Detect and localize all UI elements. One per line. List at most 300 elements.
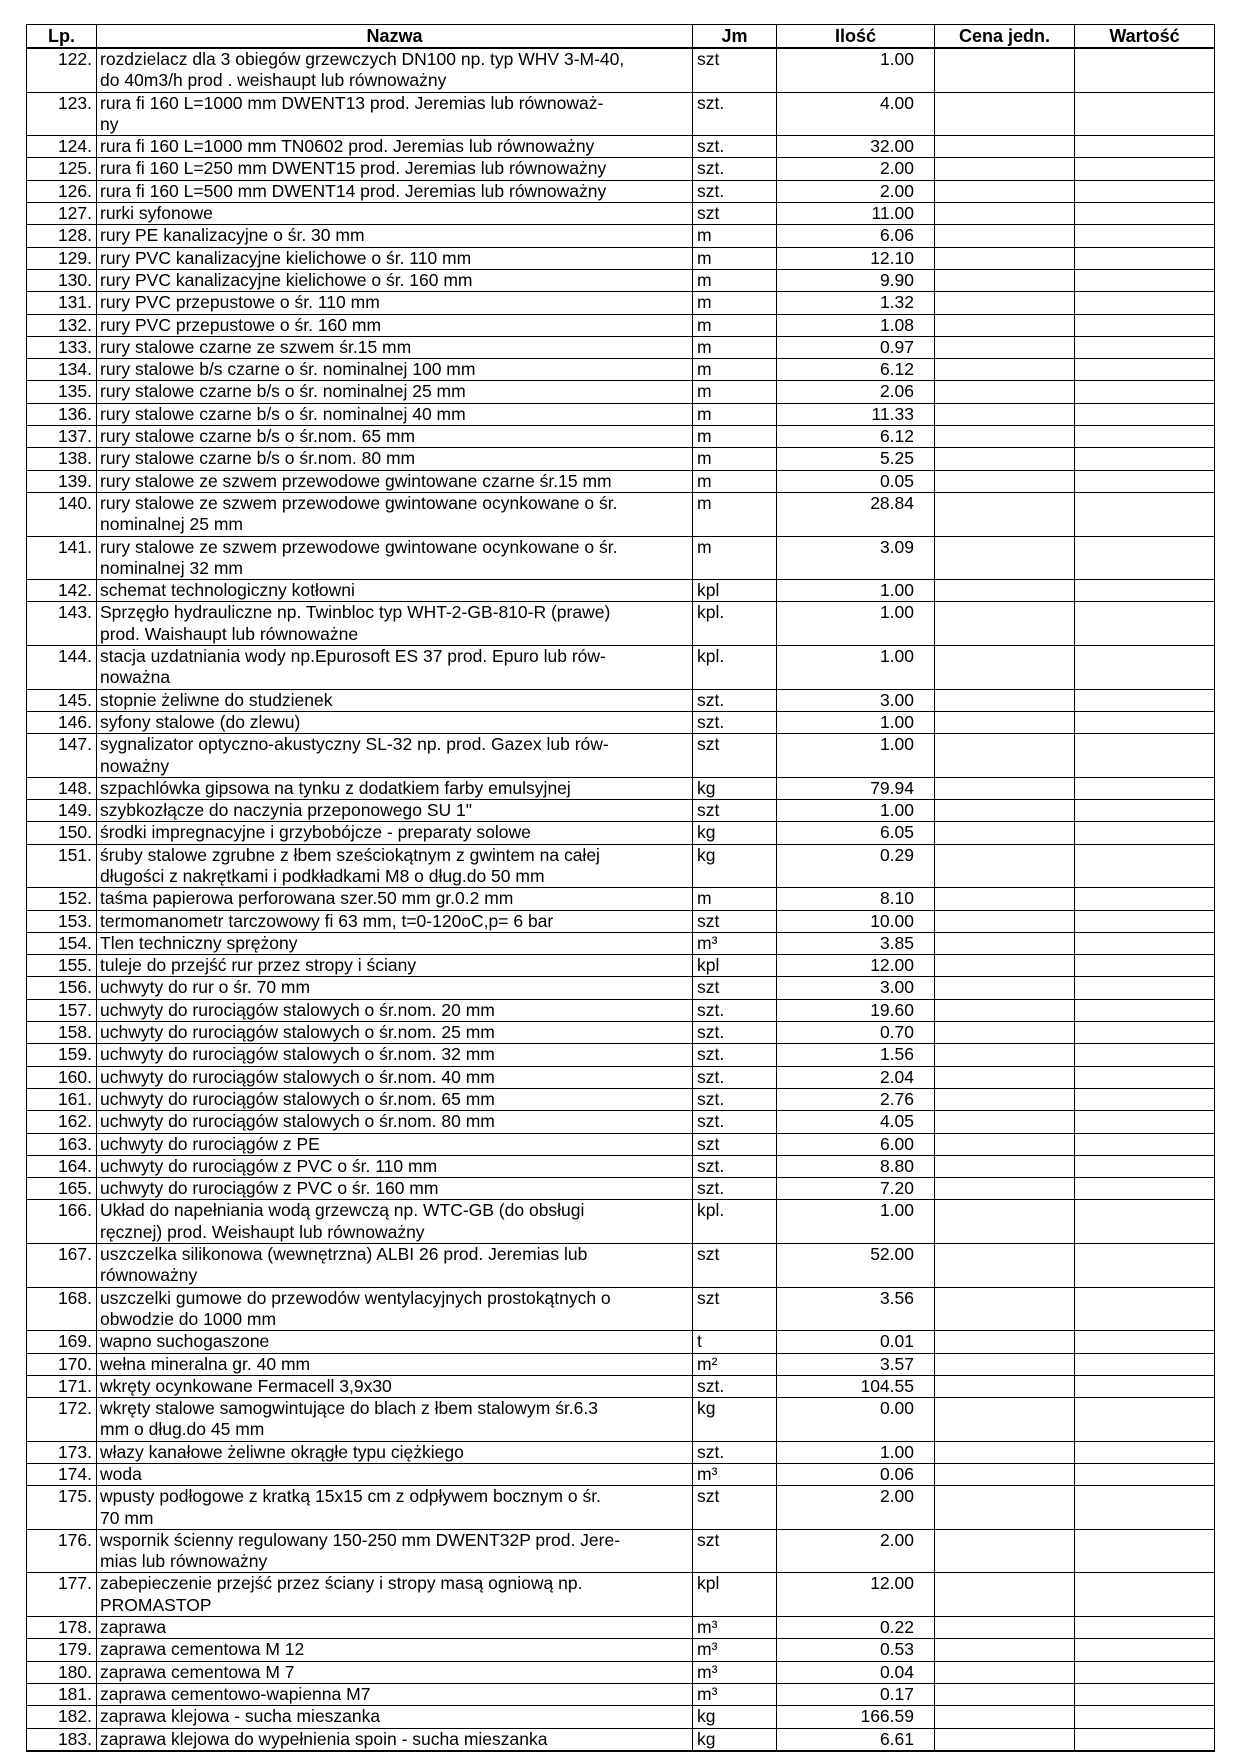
item-unit-price bbox=[935, 225, 1075, 247]
item-quantity: 2.06 bbox=[777, 381, 935, 403]
item-value bbox=[1075, 1088, 1215, 1110]
item-value bbox=[1075, 1617, 1215, 1639]
item-name: rury stalowe ze szwem przewodowe gwintowane ocynkowane o śr. nominalnej 25 mm bbox=[97, 492, 693, 536]
item-name: wkręty ocynkowane Fermacell 3,9x30 bbox=[97, 1375, 693, 1397]
table-row bbox=[27, 314, 1215, 336]
item-quantity: 8.10 bbox=[777, 888, 935, 910]
item-quantity: 4.05 bbox=[777, 1111, 935, 1133]
item-unit-price bbox=[935, 1639, 1075, 1661]
item-unit: kpl bbox=[693, 580, 777, 602]
item-quantity: 1.00 bbox=[777, 1200, 935, 1244]
item-unit-price bbox=[935, 1728, 1075, 1751]
item-value bbox=[1075, 999, 1215, 1021]
item-quantity: 0.29 bbox=[777, 844, 935, 888]
item-value bbox=[1075, 1573, 1215, 1617]
item-quantity: 1.00 bbox=[777, 602, 935, 646]
item-value bbox=[1075, 580, 1215, 602]
item-name: rury stalowe czarne b/s o śr. nominalnej 40 mm bbox=[97, 403, 693, 425]
header-name: Nazwa bbox=[97, 25, 693, 49]
item-unit: szt bbox=[693, 910, 777, 932]
row-number: 127. bbox=[27, 203, 97, 225]
item-unit: m bbox=[693, 888, 777, 910]
item-name: tuleje do przejść rur przez stropy i ściany bbox=[97, 955, 693, 977]
item-name: wspornik ścienny regulowany 150-250 mm DWENT32P prod. Jere- mias lub równoważny bbox=[97, 1529, 693, 1573]
table-row bbox=[27, 1155, 1215, 1177]
item-unit: kg bbox=[693, 777, 777, 799]
item-unit-price bbox=[935, 910, 1075, 932]
table-body bbox=[27, 48, 1215, 1751]
item-unit: m bbox=[693, 225, 777, 247]
item-quantity: 12.00 bbox=[777, 1573, 935, 1617]
table-row bbox=[27, 1398, 1215, 1442]
item-quantity: 52.00 bbox=[777, 1244, 935, 1288]
table-row bbox=[27, 646, 1215, 690]
item-quantity: 1.08 bbox=[777, 314, 935, 336]
row-number: 152. bbox=[27, 888, 97, 910]
table-row bbox=[27, 269, 1215, 291]
item-name: wapno suchogaszone bbox=[97, 1331, 693, 1353]
item-unit: szt. bbox=[693, 1044, 777, 1066]
table-row bbox=[27, 1044, 1215, 1066]
item-name: zaprawa cementowa M 12 bbox=[97, 1639, 693, 1661]
item-value bbox=[1075, 1287, 1215, 1331]
item-unit-price bbox=[935, 1441, 1075, 1463]
item-value bbox=[1075, 1661, 1215, 1683]
item-value bbox=[1075, 646, 1215, 690]
item-value bbox=[1075, 1441, 1215, 1463]
row-number: 140. bbox=[27, 492, 97, 536]
item-quantity: 10.00 bbox=[777, 910, 935, 932]
item-quantity: 1.00 bbox=[777, 48, 935, 92]
table-row bbox=[27, 580, 1215, 602]
row-number: 160. bbox=[27, 1066, 97, 1088]
item-quantity: 1.00 bbox=[777, 734, 935, 778]
item-unit: szt bbox=[693, 1133, 777, 1155]
item-unit: m² bbox=[693, 1353, 777, 1375]
item-value bbox=[1075, 734, 1215, 778]
row-number: 174. bbox=[27, 1464, 97, 1486]
item-unit: m³ bbox=[693, 1617, 777, 1639]
item-name: uchwyty do rurociągów z PVC o śr. 110 mm bbox=[97, 1155, 693, 1177]
row-number: 133. bbox=[27, 336, 97, 358]
item-unit: szt bbox=[693, 1486, 777, 1530]
item-value bbox=[1075, 470, 1215, 492]
item-quantity: 9.90 bbox=[777, 269, 935, 291]
item-value bbox=[1075, 1331, 1215, 1353]
table-row bbox=[27, 844, 1215, 888]
item-unit: kpl. bbox=[693, 602, 777, 646]
item-unit-price bbox=[935, 777, 1075, 799]
table-row bbox=[27, 910, 1215, 932]
item-value bbox=[1075, 1044, 1215, 1066]
item-value bbox=[1075, 448, 1215, 470]
row-number: 137. bbox=[27, 426, 97, 448]
item-name: rura fi 160 L=1000 mm TN0602 prod. Jeremias lub równoważny bbox=[97, 136, 693, 158]
item-unit: m bbox=[693, 381, 777, 403]
item-name: zaprawa cementowa M 7 bbox=[97, 1661, 693, 1683]
table-row bbox=[27, 359, 1215, 381]
item-value bbox=[1075, 426, 1215, 448]
row-number: 165. bbox=[27, 1178, 97, 1200]
item-quantity: 11.33 bbox=[777, 403, 935, 425]
row-number: 180. bbox=[27, 1661, 97, 1683]
row-number: 157. bbox=[27, 999, 97, 1021]
table-row bbox=[27, 448, 1215, 470]
table-row bbox=[27, 977, 1215, 999]
item-name: uchwyty do rurociągów stalowych o śr.nom. 80 mm bbox=[97, 1111, 693, 1133]
item-unit: szt bbox=[693, 800, 777, 822]
row-number: 173. bbox=[27, 1441, 97, 1463]
item-unit-price bbox=[935, 646, 1075, 690]
item-unit: m bbox=[693, 448, 777, 470]
item-quantity: 6.12 bbox=[777, 359, 935, 381]
item-unit: szt. bbox=[693, 92, 777, 136]
item-value bbox=[1075, 689, 1215, 711]
item-unit: m bbox=[693, 536, 777, 580]
item-name: rury PVC kanalizacyjne kielichowe o śr. 110 mm bbox=[97, 247, 693, 269]
item-name: rura fi 160 L=1000 mm DWENT13 prod. Jeremias lub równoważ- ny bbox=[97, 92, 693, 136]
item-value bbox=[1075, 1375, 1215, 1397]
item-unit: szt. bbox=[693, 689, 777, 711]
item-name: stacja uzdatniania wody np.Epurosoft ES 37 prod. Epuro lub rów- noważna bbox=[97, 646, 693, 690]
item-unit: szt. bbox=[693, 1178, 777, 1200]
item-value bbox=[1075, 136, 1215, 158]
row-number: 123. bbox=[27, 92, 97, 136]
item-unit-price bbox=[935, 1683, 1075, 1705]
item-unit: szt. bbox=[693, 711, 777, 733]
item-unit-price bbox=[935, 470, 1075, 492]
row-number: 125. bbox=[27, 158, 97, 180]
item-quantity: 6.06 bbox=[777, 225, 935, 247]
item-name: zaprawa klejowa do wypełnienia spoin - sucha mieszanka bbox=[97, 1728, 693, 1751]
item-quantity: 1.00 bbox=[777, 800, 935, 822]
item-quantity: 0.17 bbox=[777, 1683, 935, 1705]
item-name: wkręty stalowe samogwintujące do blach z łbem stalowym śr.6.3 mm o dług.do 45 mm bbox=[97, 1398, 693, 1442]
item-unit-price bbox=[935, 1661, 1075, 1683]
item-value bbox=[1075, 1066, 1215, 1088]
item-unit-price bbox=[935, 822, 1075, 844]
item-unit: m³ bbox=[693, 1683, 777, 1705]
item-quantity: 4.00 bbox=[777, 92, 935, 136]
table-row bbox=[27, 1088, 1215, 1110]
table-row bbox=[27, 536, 1215, 580]
item-name: uszczelki gumowe do przewodów wentylacyjnych prostokątnych o obwodzie do 1000 mm bbox=[97, 1287, 693, 1331]
item-unit: kg bbox=[693, 844, 777, 888]
item-name: rury PVC przepustowe o śr. 110 mm bbox=[97, 292, 693, 314]
row-number: 153. bbox=[27, 910, 97, 932]
item-unit-price bbox=[935, 1353, 1075, 1375]
item-unit-price bbox=[935, 1244, 1075, 1288]
row-number: 126. bbox=[27, 180, 97, 202]
item-name: sygnalizator optyczno-akustyczny SL-32 np. prod. Gazex lub rów- noważny bbox=[97, 734, 693, 778]
table-row bbox=[27, 136, 1215, 158]
item-unit: t bbox=[693, 1331, 777, 1353]
item-name: rury stalowe czarne ze szwem śr.15 mm bbox=[97, 336, 693, 358]
row-number: 175. bbox=[27, 1486, 97, 1530]
item-unit: m bbox=[693, 403, 777, 425]
item-name: uchwyty do rurociągów stalowych o śr.nom. 40 mm bbox=[97, 1066, 693, 1088]
header-row bbox=[27, 25, 1215, 49]
item-unit-price bbox=[935, 203, 1075, 225]
item-name: rury PVC kanalizacyjne kielichowe o śr. 160 mm bbox=[97, 269, 693, 291]
item-name: rura fi 160 L=500 mm DWENT14 prod. Jeremias lub równoważny bbox=[97, 180, 693, 202]
item-unit: szt bbox=[693, 977, 777, 999]
row-number: 182. bbox=[27, 1706, 97, 1728]
row-number: 163. bbox=[27, 1133, 97, 1155]
item-unit: szt. bbox=[693, 1022, 777, 1044]
table-row bbox=[27, 1683, 1215, 1705]
item-quantity: 2.00 bbox=[777, 180, 935, 202]
item-unit-price bbox=[935, 955, 1075, 977]
item-value bbox=[1075, 777, 1215, 799]
item-value bbox=[1075, 203, 1215, 225]
table-row bbox=[27, 1178, 1215, 1200]
item-unit: szt. bbox=[693, 1441, 777, 1463]
item-unit-price bbox=[935, 844, 1075, 888]
item-value bbox=[1075, 336, 1215, 358]
table-row bbox=[27, 381, 1215, 403]
header-unit-price: Cena jedn. bbox=[935, 25, 1075, 49]
item-name: uchwyty do rurociągów stalowych o śr.nom. 32 mm bbox=[97, 1044, 693, 1066]
item-unit-price bbox=[935, 158, 1075, 180]
table-row bbox=[27, 1353, 1215, 1375]
item-name: szybkozłącze do naczynia przeponowego SU 1" bbox=[97, 800, 693, 822]
item-unit-price bbox=[935, 180, 1075, 202]
row-number: 171. bbox=[27, 1375, 97, 1397]
table-row bbox=[27, 1331, 1215, 1353]
header-unit: Jm bbox=[693, 25, 777, 49]
item-value bbox=[1075, 247, 1215, 269]
header-lp: Lp. bbox=[27, 25, 97, 49]
table-row bbox=[27, 1486, 1215, 1530]
item-value bbox=[1075, 844, 1215, 888]
item-quantity: 1.00 bbox=[777, 711, 935, 733]
item-unit-price bbox=[935, 48, 1075, 92]
row-number: 177. bbox=[27, 1573, 97, 1617]
item-unit: m³ bbox=[693, 1639, 777, 1661]
row-number: 158. bbox=[27, 1022, 97, 1044]
item-quantity: 3.09 bbox=[777, 536, 935, 580]
item-unit: szt bbox=[693, 1244, 777, 1288]
row-number: 144. bbox=[27, 646, 97, 690]
item-value bbox=[1075, 403, 1215, 425]
item-quantity: 0.06 bbox=[777, 1464, 935, 1486]
item-unit-price bbox=[935, 136, 1075, 158]
materials-table bbox=[26, 24, 1215, 1752]
item-name: rury PVC przepustowe o śr. 160 mm bbox=[97, 314, 693, 336]
item-unit-price bbox=[935, 292, 1075, 314]
item-value bbox=[1075, 711, 1215, 733]
row-number: 176. bbox=[27, 1529, 97, 1573]
item-unit: m³ bbox=[693, 1661, 777, 1683]
table-row bbox=[27, 203, 1215, 225]
row-number: 169. bbox=[27, 1331, 97, 1353]
item-unit: m bbox=[693, 292, 777, 314]
item-name: uchwyty do rurociągów stalowych o śr.nom. 20 mm bbox=[97, 999, 693, 1021]
item-name: rury PE kanalizacyjne o śr. 30 mm bbox=[97, 225, 693, 247]
item-value bbox=[1075, 1486, 1215, 1530]
item-unit-price bbox=[935, 888, 1075, 910]
item-unit-price bbox=[935, 1111, 1075, 1133]
item-unit-price bbox=[935, 1617, 1075, 1639]
item-name: taśma papierowa perforowana szer.50 mm gr.0.2 mm bbox=[97, 888, 693, 910]
item-value bbox=[1075, 1353, 1215, 1375]
item-quantity: 2.00 bbox=[777, 1529, 935, 1573]
item-value bbox=[1075, 158, 1215, 180]
table-row bbox=[27, 1706, 1215, 1728]
item-value bbox=[1075, 1529, 1215, 1573]
item-value bbox=[1075, 1200, 1215, 1244]
item-unit-price bbox=[935, 247, 1075, 269]
row-number: 143. bbox=[27, 602, 97, 646]
item-unit: szt. bbox=[693, 1155, 777, 1177]
item-unit-price bbox=[935, 92, 1075, 136]
item-unit: szt bbox=[693, 203, 777, 225]
item-unit-price bbox=[935, 1529, 1075, 1573]
item-unit: kg bbox=[693, 1706, 777, 1728]
item-name: wełna mineralna gr. 40 mm bbox=[97, 1353, 693, 1375]
item-name: rury stalowe czarne b/s o śr.nom. 65 mm bbox=[97, 426, 693, 448]
item-name: wpusty podłogowe z kratką 15x15 cm z odpływem bocznym o śr. 70 mm bbox=[97, 1486, 693, 1530]
item-quantity: 79.94 bbox=[777, 777, 935, 799]
item-value bbox=[1075, 1728, 1215, 1751]
item-unit: kg bbox=[693, 1728, 777, 1751]
item-value bbox=[1075, 381, 1215, 403]
table-row bbox=[27, 92, 1215, 136]
item-quantity: 3.85 bbox=[777, 932, 935, 954]
table-row bbox=[27, 1728, 1215, 1751]
item-quantity: 166.59 bbox=[777, 1706, 935, 1728]
table-row bbox=[27, 1639, 1215, 1661]
item-quantity: 28.84 bbox=[777, 492, 935, 536]
item-unit: szt. bbox=[693, 1066, 777, 1088]
item-value bbox=[1075, 1178, 1215, 1200]
item-unit-price bbox=[935, 1022, 1075, 1044]
item-name: termomanometr tarczowowy fi 63 mm, t=0-120oC,p= 6 bar bbox=[97, 910, 693, 932]
item-unit: szt. bbox=[693, 158, 777, 180]
row-number: 145. bbox=[27, 689, 97, 711]
table-row bbox=[27, 1133, 1215, 1155]
item-value bbox=[1075, 314, 1215, 336]
table-row bbox=[27, 180, 1215, 202]
item-unit-price bbox=[935, 336, 1075, 358]
item-name: śruby stalowe zgrubne z łbem sześciokątnym z gwintem na całej długości z nakrętkami i podkładkami M8 o dług.do 50 mm bbox=[97, 844, 693, 888]
item-name: schemat technologiczny kotłowni bbox=[97, 580, 693, 602]
table-row bbox=[27, 711, 1215, 733]
item-quantity: 3.00 bbox=[777, 977, 935, 999]
row-number: 151. bbox=[27, 844, 97, 888]
item-unit-price bbox=[935, 269, 1075, 291]
row-number: 162. bbox=[27, 1111, 97, 1133]
table-row bbox=[27, 470, 1215, 492]
item-quantity: 2.04 bbox=[777, 1066, 935, 1088]
item-value bbox=[1075, 1155, 1215, 1177]
item-quantity: 11.00 bbox=[777, 203, 935, 225]
item-value bbox=[1075, 955, 1215, 977]
item-unit: szt. bbox=[693, 136, 777, 158]
item-quantity: 2.76 bbox=[777, 1088, 935, 1110]
table-row bbox=[27, 932, 1215, 954]
row-number: 164. bbox=[27, 1155, 97, 1177]
row-number: 131. bbox=[27, 292, 97, 314]
row-number: 150. bbox=[27, 822, 97, 844]
item-unit-price bbox=[935, 1133, 1075, 1155]
item-unit: szt. bbox=[693, 180, 777, 202]
item-quantity: 6.05 bbox=[777, 822, 935, 844]
table-row bbox=[27, 1661, 1215, 1683]
item-name: Tlen techniczny sprężony bbox=[97, 932, 693, 954]
table-row bbox=[27, 1066, 1215, 1088]
table-row bbox=[27, 1441, 1215, 1463]
item-unit: kpl. bbox=[693, 646, 777, 690]
item-value bbox=[1075, 180, 1215, 202]
item-quantity: 6.00 bbox=[777, 1133, 935, 1155]
item-unit-price bbox=[935, 602, 1075, 646]
item-unit-price bbox=[935, 1044, 1075, 1066]
row-number: 168. bbox=[27, 1287, 97, 1331]
item-unit: kpl bbox=[693, 955, 777, 977]
row-number: 130. bbox=[27, 269, 97, 291]
item-unit: kpl. bbox=[693, 1200, 777, 1244]
item-unit: m bbox=[693, 359, 777, 381]
row-number: 159. bbox=[27, 1044, 97, 1066]
item-unit-price bbox=[935, 1155, 1075, 1177]
item-unit-price bbox=[935, 1178, 1075, 1200]
item-quantity: 2.00 bbox=[777, 1486, 935, 1530]
item-unit-price bbox=[935, 381, 1075, 403]
item-quantity: 0.04 bbox=[777, 1661, 935, 1683]
item-value bbox=[1075, 602, 1215, 646]
item-quantity: 1.00 bbox=[777, 1441, 935, 1463]
row-number: 183. bbox=[27, 1728, 97, 1751]
item-value bbox=[1075, 92, 1215, 136]
item-unit-price bbox=[935, 932, 1075, 954]
item-unit: szt. bbox=[693, 999, 777, 1021]
table-row bbox=[27, 1022, 1215, 1044]
item-quantity: 1.56 bbox=[777, 1044, 935, 1066]
row-number: 161. bbox=[27, 1088, 97, 1110]
item-unit-price bbox=[935, 448, 1075, 470]
item-quantity: 0.70 bbox=[777, 1022, 935, 1044]
row-number: 154. bbox=[27, 932, 97, 954]
item-value bbox=[1075, 1706, 1215, 1728]
row-number: 147. bbox=[27, 734, 97, 778]
row-number: 156. bbox=[27, 977, 97, 999]
item-unit-price bbox=[935, 1287, 1075, 1331]
table-row bbox=[27, 999, 1215, 1021]
item-unit: m bbox=[693, 314, 777, 336]
row-number: 155. bbox=[27, 955, 97, 977]
table-row bbox=[27, 1200, 1215, 1244]
item-name: zaprawa cementowo-wapienna M7 bbox=[97, 1683, 693, 1705]
row-number: 135. bbox=[27, 381, 97, 403]
item-name: uszczelka silikonowa (wewnętrzna) ALBI 26 prod. Jeremias lub równoważny bbox=[97, 1244, 693, 1288]
item-quantity: 6.61 bbox=[777, 1728, 935, 1751]
item-unit: szt. bbox=[693, 1111, 777, 1133]
item-unit-price bbox=[935, 689, 1075, 711]
item-value bbox=[1075, 822, 1215, 844]
materials-list-page bbox=[26, 24, 1214, 1752]
item-quantity: 1.00 bbox=[777, 646, 935, 690]
item-unit-price bbox=[935, 1375, 1075, 1397]
row-number: 148. bbox=[27, 777, 97, 799]
item-value bbox=[1075, 225, 1215, 247]
item-name: syfony stalowe (do zlewu) bbox=[97, 711, 693, 733]
item-name: rurki syfonowe bbox=[97, 203, 693, 225]
item-name: rury stalowe ze szwem przewodowe gwintowane czarne śr.15 mm bbox=[97, 470, 693, 492]
item-unit: m bbox=[693, 336, 777, 358]
item-name: woda bbox=[97, 1464, 693, 1486]
